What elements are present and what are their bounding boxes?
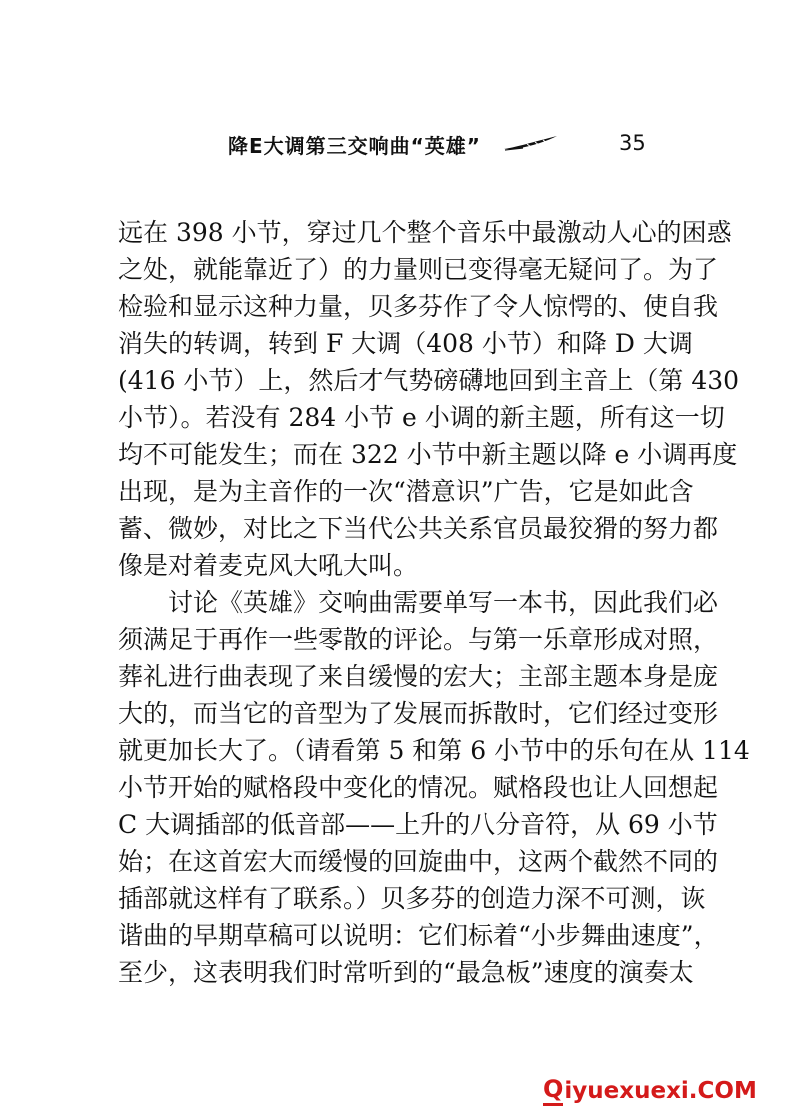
text-line: 小节）。若没有 284 小节 e 小调的新主题，所有这一切	[118, 403, 725, 432]
text-line: 至少，这表明我们时常听到的“最急板”速度的演奏太	[118, 958, 694, 987]
text-line: 像是对着麦克风大吼大叫。	[118, 551, 419, 580]
text-line: 须满足于再作一些零散的评论。与第一乐章形成对照，	[118, 625, 719, 654]
page-number: 35	[619, 131, 646, 155]
chapter-title: 降E大调第三交响曲“英雄”	[228, 134, 481, 158]
text-line: 出现，是为主音作的一次“潜意识”广告，它是如此含	[118, 477, 694, 506]
text-line: 葬礼进行曲表现了来自缓慢的宏大；主部主题本身是庞	[118, 662, 719, 691]
text-line: 之处，就能靠近了）的力量则已变得毫无疑问了。为了	[118, 255, 719, 284]
watermark-logo-letter: Q	[543, 1075, 563, 1106]
text-line: 蓄、微妙，对比之下当代公共关系官员最狡猾的努力都	[118, 514, 719, 543]
text-line: 均不可能发生；而在 322 小节中新主题以降 e 小调再度	[118, 440, 738, 469]
text-line: 消失的转调，转到 F 大调（408 小节）和降 D 大调	[118, 329, 693, 358]
text-line: 小节开始的赋格段中变化的情况。赋格段也让人回想起	[118, 773, 719, 802]
text-line: 谐曲的早期草稿可以说明：它们标着“小步舞曲速度”，	[118, 921, 719, 950]
paragraph-2	[118, 584, 750, 991]
text-line: 插部就这样有了联系。）贝多芬的创造力深不可测，诙	[118, 884, 706, 913]
text-line: 始；在这首宏大而缓慢的回旋曲中，这两个截然不同的	[118, 847, 719, 876]
text-line: 讨论《英雄》交响曲需要单写一本书，因此我们必	[168, 588, 719, 617]
feather-icon	[503, 135, 559, 155]
text-line: (416 小节）上，然后才气势磅礴地回到主音上（第 430	[118, 366, 740, 395]
watermark-text: iyuexuexi.COM	[564, 1077, 757, 1104]
text-line: 远在 398 小节，穿过几个整个音乐中最激动人心的困惑	[118, 218, 732, 247]
body-text	[118, 214, 750, 991]
text-line: 检验和显示这种力量，贝多芬作了令人惊愕的、使自我	[118, 292, 719, 321]
text-line: C 大调插部的低音部——上升的八分音符，从 69 小节	[118, 810, 718, 839]
paragraph-1	[118, 214, 740, 584]
running-header	[228, 130, 559, 159]
watermark	[543, 1075, 757, 1106]
text-line: 就更加长大了。（请看第 5 和第 6 小节中的乐句在从 114	[118, 736, 750, 765]
text-line: 大的，而当它的音型为了发展而拆散时，它们经过变形	[118, 699, 719, 728]
